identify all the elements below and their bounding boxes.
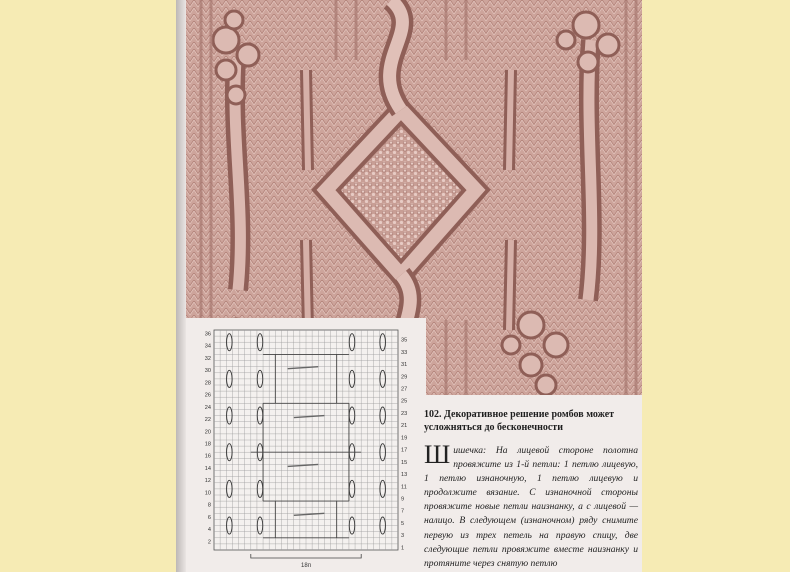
row-number-left: 24 xyxy=(204,404,211,411)
row-number-right: 15 xyxy=(401,459,408,466)
row-number-left: 10 xyxy=(204,490,211,497)
row-number-right: 33 xyxy=(401,349,408,356)
page-spine-shadow xyxy=(176,0,186,572)
row-number-left: 30 xyxy=(204,368,211,375)
row-number-right: 9 xyxy=(401,496,405,503)
row-number-left: 6 xyxy=(207,514,211,521)
row-number-right: 21 xyxy=(401,423,408,430)
row-number-left: 2 xyxy=(207,539,211,546)
row-number-right: 1 xyxy=(401,545,405,552)
dropcap-letter: Ш xyxy=(424,440,451,469)
row-number-right: 31 xyxy=(401,362,408,369)
row-number-left: 8 xyxy=(207,502,211,509)
row-number-right: 27 xyxy=(401,386,408,393)
row-number-right: 7 xyxy=(401,508,405,515)
row-number-right: 11 xyxy=(401,484,407,491)
row-number-right: 17 xyxy=(401,447,408,454)
pattern-title: 102. Декоративное решение ромбов может усложняться до бесконечности xyxy=(424,409,615,433)
row-number-left: 28 xyxy=(204,380,211,387)
row-number-right: 35 xyxy=(401,337,408,344)
instructions-text: ишечка: На лицевой стороне полотна провяжите из 1-й петли: 1 петлю лицевую, 1 петлю изнаночную, 1 петлю лицевую и продолжите вязание. С изнаночной стороны провяжите новые петли наизнанку, а с лицевой — налицо. В следующем (изнаночном) ряду снимите первую из трех петель на правую спицу, две следующие петли провяжите вместе наизнанку и протяните через снятую петлю xyxy=(424,445,638,569)
row-number-right: 29 xyxy=(401,374,408,381)
row-number-left: 22 xyxy=(204,417,211,424)
pattern-instructions xyxy=(424,440,638,571)
row-number-left: 18 xyxy=(204,441,211,448)
repeat-label: 18п xyxy=(301,563,311,569)
row-number-left: 20 xyxy=(204,429,211,436)
row-number-left: 32 xyxy=(204,355,211,362)
row-number-left: 14 xyxy=(204,465,211,472)
row-number-left: 26 xyxy=(204,392,211,399)
repeat-bracket xyxy=(251,554,361,558)
row-number-left: 34 xyxy=(204,343,211,350)
row-number-left: 12 xyxy=(204,478,211,485)
row-number-right: 3 xyxy=(401,533,405,540)
row-number-right: 5 xyxy=(401,520,405,527)
row-number-right: 25 xyxy=(401,398,408,405)
knitting-chart xyxy=(186,318,426,572)
row-number-left: 4 xyxy=(207,527,211,534)
row-number-right: 23 xyxy=(401,410,408,417)
row-number-left: 36 xyxy=(204,331,211,338)
row-number-left: 16 xyxy=(204,453,211,460)
row-number-right: 19 xyxy=(401,435,408,442)
row-number-right: 13 xyxy=(401,472,408,479)
